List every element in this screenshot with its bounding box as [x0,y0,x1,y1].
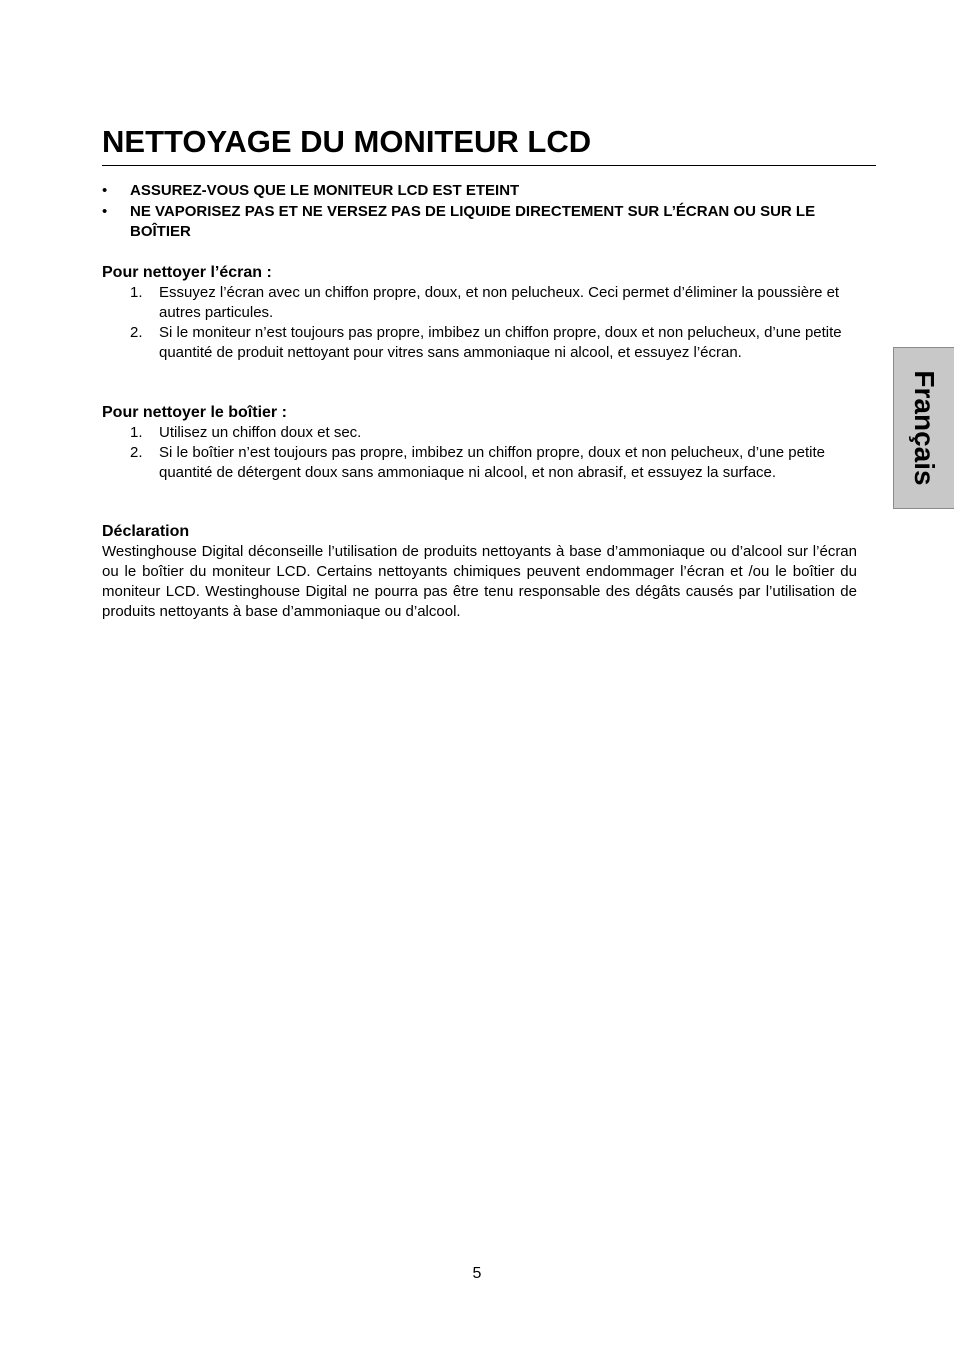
case-cleaning-steps [102,423,857,483]
screen-cleaning-steps [102,283,857,363]
case-cleaning-section [102,403,857,483]
step-number: 1. [130,284,143,301]
warning-text: NE VAPORISEZ PAS ET NE VERSEZ PAS DE LIQUIDE DIRECTEMENT SUR L’ÉCRAN OU SUR LE BOÎTIER [130,203,816,240]
warning-list [102,181,862,243]
page-number: 5 [472,1265,482,1282]
declaration-section [102,522,857,622]
declaration-heading: Déclaration [102,523,190,540]
step-text: Utilisez un chiffon doux et sec. [159,424,362,441]
step-text: Essuyez l’écran avec un chiffon propre, doux, et non pelucheux. Ceci permet d’éliminer la poussière et autres particules. [159,284,840,321]
screen-cleaning-heading: Pour nettoyer l’écran : [102,264,272,281]
language-tab-label: Français [909,370,940,486]
warning-item [102,181,862,201]
step-number: 2. [130,324,143,341]
warning-text: ASSUREZ-VOUS QUE LE MONITEUR LCD EST ETEINT [130,182,520,199]
step-number: 2. [130,444,143,461]
language-tab [893,347,954,509]
warning-item [102,202,862,242]
declaration-text: Westinghouse Digital déconseille l’utilisation de produits nettoyants à base d’ammoniaque ou d’alcool sur l’écran ou le boîtier du moniteur LCD. Certains nettoyants chimiques peuvent endommager l’écran et /ou le boîtier du moniteur LCD. Westinghouse Digital ne pourra pas être tenu responsable des dégâts causés par l’utilisation de produits nettoyants à base d’ammoniaque ou d’alcool. [102,543,857,620]
step-number: 1. [130,424,143,441]
list-item [102,323,857,363]
step-text: Si le moniteur n’est toujours pas propre, imbibez un chiffon propre, doux et non pelucheux, d’une petite quantité de produit nettoyant pour vitres sans ammoniaque ni alcool, et essuyez l’écran. [159,324,842,361]
bullet-icon: • [102,182,108,199]
bullet-icon: • [102,203,108,220]
screen-cleaning-section [102,263,857,363]
case-cleaning-heading: Pour nettoyer le boîtier : [102,404,287,421]
list-item [102,423,857,443]
list-item [102,283,857,323]
page-title: NETTOYAGE DU MONITEUR LCD [102,122,876,166]
step-text: Si le boîtier n’est toujours pas propre, imbibez un chiffon propre, doux et non pelucheux, d’une petite quantité de détergent doux sans ammoniaque ni alcool, et non abrasif, et essuyez la surface. [159,444,825,481]
list-item [102,443,857,483]
